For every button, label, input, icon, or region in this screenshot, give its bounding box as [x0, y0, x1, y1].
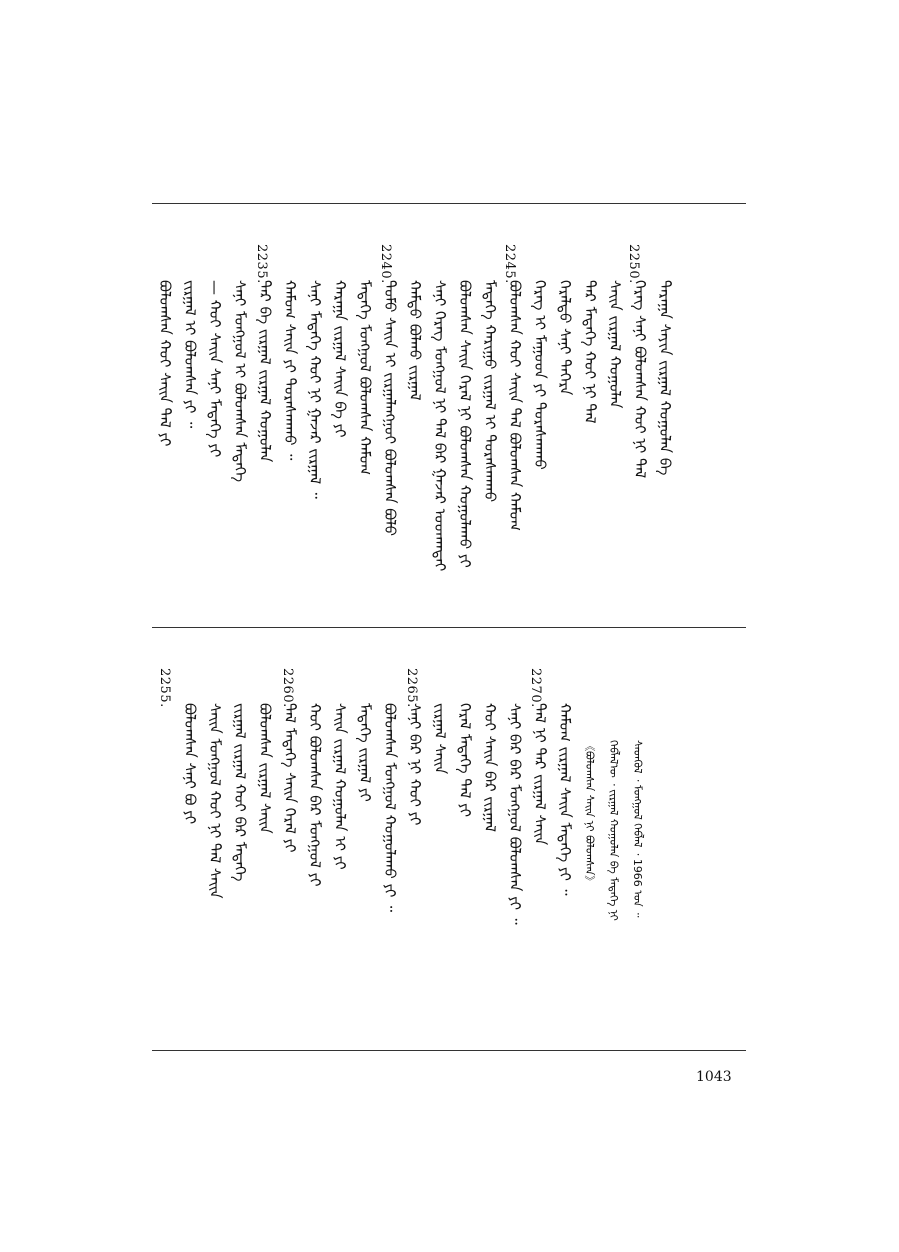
verse-line: ᠲᠤᠮᠤ ᠰᠠᠢᠨ ᠢ ᠵᠢᠷᠭᠠᠯᠠᠩᠭᠤᠢ ᠪᠣᠯᠣᠭᠰᠠᠨ ᠪᠣᠯᠣ: [381, 280, 399, 537]
verse-line: ᠰᠠᠢᠨ ᠵᠢᠷᠭᠠᠯ ᠬᠣᠭᠣᠯᠠᠨ: [606, 280, 624, 409]
verse-line: ᠪᠣᠯᠣᠭᠰᠠᠨ ᠰᠠᠢᠨ ᠭᠡᠷᠡᠯ ᠨᠢ ᠪᠣᠯᠣᠭᠰᠠᠨ ᠬᠣᠭᠣᠯᠠᠬᠤ ᠶᠢ: [456, 280, 474, 568]
page-number: 1043: [696, 1069, 732, 1085]
verse-line: ᠰᠠᠨ᠋ᠢ ᠪᠠᠷ ᠪᠡᠷ ᠮᠣᠩᠭᠣᠯ ᠪᠣᠯᠣᠭᠰᠠᠨ ᠶᠢ ᠃: [506, 703, 524, 925]
line-number: 2240.: [378, 244, 393, 284]
verse-line: ᠪᠣᠯᠣᠭᠰᠠᠨ ᠵᠢᠷᠭᠠᠯ ᠰᠠᠢᠨ: [256, 703, 274, 834]
verse-line: ᠰᠠᠢᠨ ᠵᠢᠷᠭᠠᠯ ᠬᠣᠭᠣᠯᠠᠨ ᠢ ᠶᠢ: [331, 703, 349, 870]
verse-line: ᠪᠣᠯᠣᠭᠰᠠᠨ ᠬᠣᠢ ᠰᠠᠢᠨ ᠲᠠᠯ ᠶᠢ: [156, 280, 174, 447]
verse-line: ᠵᠢᠷᠭᠠᠯ ᠰᠠᠢᠨ: [431, 703, 449, 775]
verse-line: ᠬᠣᠢ ᠰᠠᠢᠨ ᠪᠡᠷ ᠵᠢᠷᠭᠠᠯ: [481, 703, 499, 833]
line-number: 2235.: [254, 244, 269, 284]
verse-line: ᠬᠠᠮᠲᠤ ᠪᠣᠯᠬᠤ ᠵᠢᠷᠭᠠᠯ: [406, 280, 424, 401]
verse-line: ᠪᠣᠯᠣᠭᠰᠠᠨ ᠬᠣᠢ ᠰᠠᠢᠨ ᠲᠠᠯ ᠪᠣᠯᠣᠭᠰᠠᠨ ᠬᠠᠮᠤᠭ: [506, 280, 524, 531]
verse-line: ᠵᠢᠷᠭᠠᠯ ᠢ ᠪᠣᠯᠣᠭᠰᠠᠨ ᠶᠢ ᠃: [181, 280, 199, 429]
verse-line: ᠰᠠᠨ᠋ᠢ ᠮᠣᠩᠭᠣᠯ ᠢ ᠪᠣᠯᠣᠭᠰᠠᠨ ᠮᠡᠳᠡᠭᠡ: [231, 280, 249, 483]
verse-line: ᠳᠠᠷᠠᠭᠠ ᠰᠠᠶᠢᠨ ᠵᠢᠷᠭᠠᠯ ᠬᠣᠭᠣᠯᠠᠨ ᠪᠡ: [656, 280, 674, 476]
footnote-line: ᠬᠡᠪᠯᠡᠯ᠎ᠦ ᠂ ᠵᠢᠷᠭᠠᠯ ᠬᠣᠭᠣᠯᠠᠨ ᠪᠡ ᠮᠡᠳᠡᠭᠡ ᠨᠢ: [607, 740, 620, 921]
verse-line: ᠬᠠᠮᠤᠭ ᠵᠢᠷᠭᠠᠯ ᠰᠠᠢᠨ ᠮᠡᠳᠡᠭᠡ ᠶᠢ ᠃: [556, 703, 574, 896]
verse-line: ᠬᠡᠷᠡᠭ ᠰᠠᠨ᠋ᠢ ᠪᠣᠯᠣᠭᠰᠠᠨ ᠬᠣᠢ ᠨᠢ ᠲᠠᠯ: [631, 280, 649, 479]
verse-line: ᠪᠣᠯᠣᠭᠰᠠᠨ ᠮᠣᠩᠭᠣᠯ ᠬᠣᠭᠣᠯᠠᠬᠤ ᠶᠢ ᠃: [381, 703, 399, 913]
footnote-line: ᠰᠡᠳᠬᠦᠯ ᠂ ᠮᠣᠩᠭᠣᠯ ᠬᠡᠪᠯᠡᠯ ᠂ 1966 ᠣᠨ ᠃: [631, 740, 644, 918]
line-number: 2255.: [157, 668, 172, 708]
line-number: 2250.: [626, 244, 641, 284]
verse-line: ᠲᠠᠯ ᠨᠢ ᠲᠡᠷ ᠵᠢᠷᠭᠠᠯ ᠰᠠᠢᠨ: [531, 703, 549, 846]
verse-line: ᠬᠠᠷᠠᠭᠠ ᠵᠢᠷᠭᠠᠯ ᠰᠠᠢᠨ ᠪᠠ ᠶᠢ: [331, 280, 349, 438]
verse-line: ᠰᠠᠨ᠋ᠢ ᠬᠡᠷᠡᠭ ᠮᠣᠩᠭᠣᠯ ᠨᠢ ᠲᠠᠯ ᠪᠡᠷ ᠭᠠᠵᠠᠷ ᠤᠳᠬᠠᠲᠠᠢ: [431, 280, 449, 572]
verse-line: ᠭᠡᠷᠡᠯ ᠮᠡᠳᠡᠭᠡ ᠲᠠᠯ ᠶᠢ: [456, 703, 474, 818]
verse-line: ᠰᠠᠢᠨ ᠮᠣᠩᠭᠣᠯ ᠬᠣᠢ ᠨᠢ ᠲᠠᠯ ᠰᠠᠢᠨ: [206, 703, 224, 899]
verse-line: ᠭᠡᠷᠡᠯᠲᠦ ᠰᠠᠨ᠋ᠢ ᠳᠡᠬᠡᠷᠡ: [556, 280, 574, 396]
verse-line: — ᠬᠣᠢ ᠰᠠᠢᠨ ᠰᠠᠨ᠋ᠢ ᠮᠡᠳᠡᠭᠡ ᠶᠢ: [206, 280, 224, 458]
verse-line: ᠲᠡᠷ ᠪᠡ ᠵᠢᠷᠭᠠᠯ ᠵᠢᠷᠭᠠᠯ ᠬᠣᠭᠣᠯᠠᠨ: [256, 280, 274, 463]
verse-line: ᠲᠡᠷ ᠮᠡᠳᠡᠭᠡ ᠬᠣᠢ ᠨᠢ ᠲᠠᠯ: [581, 280, 599, 424]
verse-line: ᠲᠠᠯ ᠮᠡᠳᠡᠭᠡ ᠰᠠᠢᠨ ᠭᠡᠷᠡᠯ ᠶᠢ: [281, 703, 299, 853]
line-number: 2270.: [528, 668, 543, 708]
verse-line: ᠮᠡᠳᠡᠭᠡ ᠬᠠᠷᠢᠭᠤ ᠵᠢᠷᠭᠠᠯ ᠢ ᠳᠤᠷᠠᠰᠬᠠᠬᠤ: [481, 280, 499, 503]
middle-rule: [152, 627, 746, 628]
verse-line: ᠰᠠᠨ᠋ᠢ ᠮᠡᠳᠡᠭᠡ ᠬᠣᠢ ᠨᠢ ᠭᠠᠵᠠᠷ ᠵᠢᠷᠭᠠᠯ ᠃: [306, 280, 324, 499]
footnote-line: 《ᠪᠣᠯᠣᠭᠰᠠᠨ ᠰᠠᠢᠨ ᠨᠢ ᠪᠣᠯᠣᠭᠰᠠᠨ》: [583, 740, 596, 887]
verse-line: ᠬᠠᠮᠤᠭ ᠰᠠᠢᠨ ᠶᠢ ᠳᠤᠷᠠᠰᠬᠠᠬᠤ ᠃: [281, 280, 299, 461]
line-number: 2265.: [404, 668, 419, 708]
line-number: 2245.: [502, 244, 517, 284]
verse-line: ᠰᠠᠨ᠋ᠢ ᠪᠠᠷ ᠨᠢ ᠬᠣᠢ ᠶᠢ: [406, 703, 424, 826]
verse-line: ᠬᠣᠢ ᠪᠣᠯᠣᠭᠰᠠᠨ ᠪᠡᠷ ᠮᠣᠩᠭᠣᠯ ᠶᠢ: [306, 703, 324, 887]
bottom-rule: [152, 1050, 746, 1051]
top-rule: [152, 203, 746, 204]
verse-line: ᠮᠡᠳᠡᠭᠡ ᠮᠣᠩᠭᠣᠯ ᠪᠣᠯᠣᠭᠰᠠᠨ ᠬᠠᠮᠤᠭ: [356, 280, 374, 476]
verse-line: ᠮᠡᠳᠡᠭᠡ ᠵᠢᠷᠭᠠᠯ ᠶᠢ: [356, 703, 374, 802]
verse-line: ᠭᠡᠷᠡᠭ ᠢ ᠮᠠᠭᠤᠳ ᠶᠢ ᠳᠤᠷᠠᠰᠬᠠᠬᠤ: [531, 280, 549, 470]
line-number: 2260.: [280, 668, 295, 708]
verse-line: ᠵᠢᠷᠭᠠᠯ ᠵᠢᠷᠭᠠᠯ ᠬᠣᠢ ᠪᠡᠷ ᠮᠡᠳᠡᠭᠡ: [231, 703, 249, 882]
verse-line: ᠪᠣᠯᠣᠭᠰᠠᠨ ᠰᠠᠨ᠋ᠢ ᠪᠣ ᠶᠢ: [181, 703, 199, 825]
